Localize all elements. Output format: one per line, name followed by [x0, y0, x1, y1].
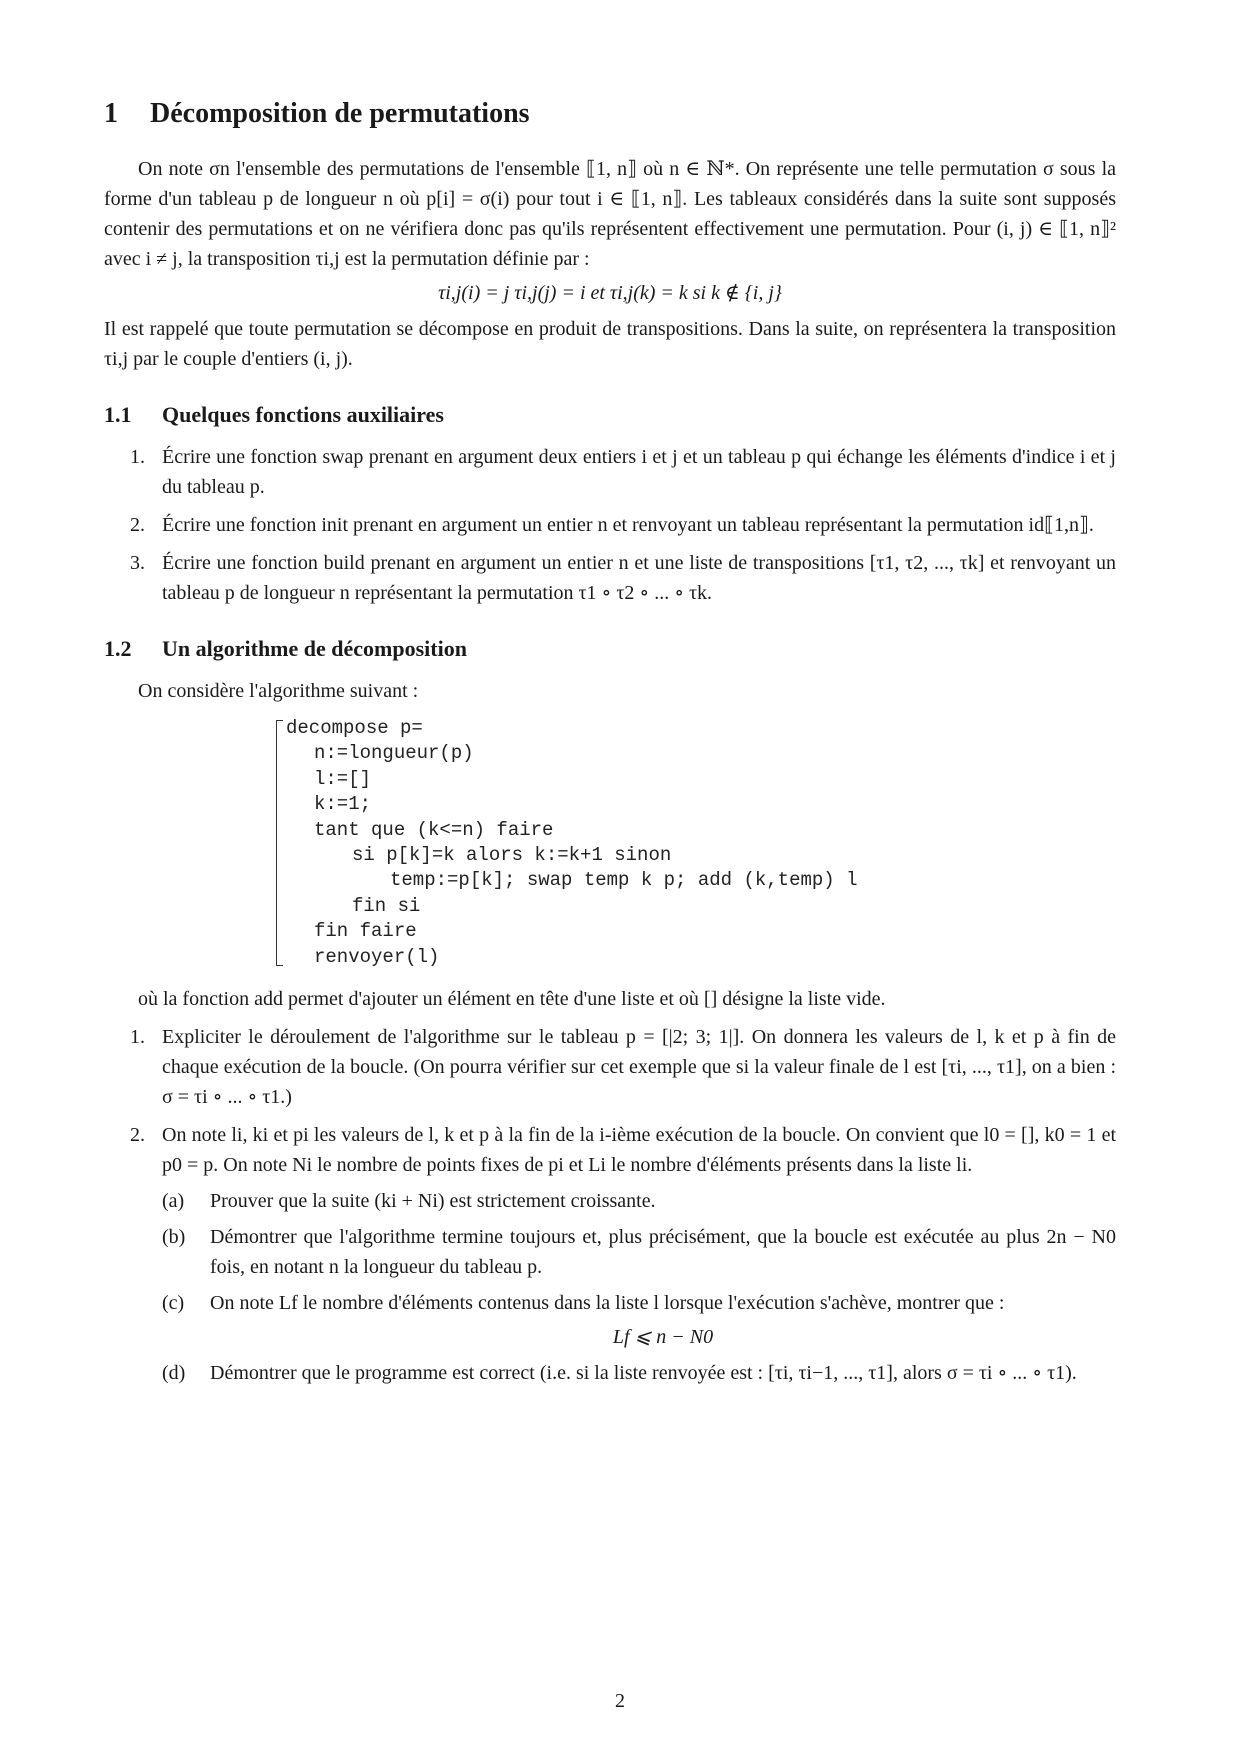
- item-text: Écrire une fonction build prenant en argument un entier n et une liste de transpositions [τ1, τ2, ..., τk] et renvoyant un tableau p de longueur n représentant la permutation τ1 ∘ τ2 ∘ ... ∘ τk.: [162, 552, 1116, 604]
- item-text: Démontrer que le programme est correct (i.e. si la liste renvoyée est : [τi, τi−1, ..., τ1], alors σ = τi ∘ ... ∘ τ1).: [210, 1362, 1077, 1385]
- item-marker: 3.: [130, 552, 145, 574]
- transposition-formula: τi,j(i) = j τi,j(j) = i et τi,j(k) = k si k ∉ {i, j}: [438, 282, 782, 304]
- subsection-heading-2: [104, 634, 1116, 664]
- code-line: fin faire: [314, 920, 417, 943]
- inequality-formula: Lf ⩽ n − N0: [612, 1326, 714, 1349]
- item-text: Écrire une fonction swap prenant en argument deux entiers i et j et un tableau p qui échange les éléments d'indice i et j du tableau p.: [162, 446, 1116, 498]
- subsection-title: Quelques fonctions auxiliaires: [162, 402, 444, 427]
- sub-question: [162, 1288, 1116, 1352]
- item-marker: 2.: [130, 1124, 145, 1147]
- sub-question-list: [162, 1186, 1116, 1388]
- item-marker: 1.: [130, 446, 145, 468]
- item-text: On note Lf le nombre d'éléments contenus dans la liste l lorsque l'exécution s'achève, montrer que :: [210, 1292, 1005, 1315]
- list-item: [104, 1120, 1116, 1388]
- sub-question: [162, 1186, 1116, 1216]
- exercise-list-2: [104, 1022, 1116, 1388]
- intro-paragraph-1: On note σn l'ensemble des permutations de l'ensemble ⟦1, n⟧ où n ∈ ℕ*. On représente une telle permutation σ sous la forme d'un tableau p de longueur n où p[i] = σ(i) pour tout i ∈ ⟦1, n⟧. Les tableaux considérés dans la suite sont supposés contenir des permutations et on ne vérifiera donc pas qu'ils représentent effectivement une permutation. Pour (i, j) ∈ ⟦1, n⟧² avec i ≠ j, la transposition τi,j est la permutation définie par :: [104, 158, 1117, 270]
- code-line: renvoyer(l): [314, 945, 440, 968]
- item-text: Expliciter le déroulement de l'algorithme sur le tableau p = [|2; 3; 1|]. On donnera les valeurs de l, k et p à fin de chaque exécution de la boucle. (On pourra vérifier sur cet exemple que si la valeur finale de l est [τi, ..., τ1], on a bien : σ = τi ∘ ... ∘ τ1.): [162, 1026, 1116, 1109]
- exercise-list-1: [104, 442, 1116, 608]
- item-marker: (a): [162, 1190, 185, 1213]
- sub-question: [162, 1222, 1116, 1282]
- algorithm-code-block: [276, 716, 1116, 970]
- code-line: si p[k]=k alors k:=k+1 sinon: [352, 844, 672, 867]
- item-text: On note li, ki et pi les valeurs de l, k et p à la fin de la i-ième exécution de la boucle. On convient que l0 = [], k0 = 1 et p0 = p. On note Ni le nombre de points fixes de pi et Li le nombre d'éléments présents dans la liste li.: [162, 1124, 1116, 1177]
- page-content: [104, 96, 1116, 1396]
- code-line: tant que (k<=n) faire: [314, 818, 554, 841]
- code-line: l:=[]: [314, 767, 372, 790]
- list-item: [104, 1022, 1116, 1112]
- subsection-heading-1: [104, 400, 1116, 430]
- subsection-number: 1.2: [104, 636, 132, 661]
- code-line: k:=1;: [314, 793, 372, 816]
- subsection-number: 1.1: [104, 402, 132, 427]
- section-title: Décomposition de permutations: [150, 98, 530, 129]
- sub-question: [162, 1358, 1116, 1388]
- intro-paragraph-2: Il est rappelé que toute permutation se décompose en produit de transpositions. Dans la suite, on représentera la transposition τi,j par le couple d'entiers (i, j).: [104, 318, 1116, 370]
- code-line: temp:=p[k]; swap temp k p; add (k,temp) l: [390, 869, 858, 892]
- algorithm-intro: On considère l'algorithme suivant :: [138, 680, 419, 702]
- code-bracket: [276, 720, 283, 966]
- list-item: [104, 442, 1116, 502]
- add-function-note: où la fonction add permet d'ajouter un élément en tête d'une liste et où [] désigne la liste vide.: [138, 988, 886, 1011]
- subsection-title: Un algorithme de décomposition: [162, 636, 467, 661]
- item-marker: 1.: [130, 1026, 145, 1049]
- list-item: [104, 510, 1116, 540]
- item-text: Démontrer que l'algorithme termine toujours et, plus précisément, que la boucle est exécutée au plus 2n − N0 fois, en notant n la longueur du tableau p.: [210, 1226, 1116, 1279]
- code-line: n:=longueur(p): [314, 742, 474, 765]
- item-text: Prouver que la suite (ki + Ni) est strictement croissante.: [210, 1190, 656, 1213]
- code-line: fin si: [352, 894, 421, 917]
- page-number: 2: [615, 1690, 625, 1712]
- item-marker: (d): [162, 1362, 186, 1385]
- list-item: [104, 548, 1116, 608]
- item-marker: 2.: [130, 514, 145, 536]
- code-line: decompose p=: [286, 717, 423, 739]
- item-marker: (c): [162, 1292, 185, 1315]
- section-heading: [104, 96, 1116, 132]
- item-marker: (b): [162, 1226, 186, 1249]
- item-text: Écrire une fonction init prenant en argument un entier n et renvoyant un tableau représentant la permutation id⟦1,n⟧.: [162, 514, 1094, 536]
- section-number: 1: [104, 98, 118, 129]
